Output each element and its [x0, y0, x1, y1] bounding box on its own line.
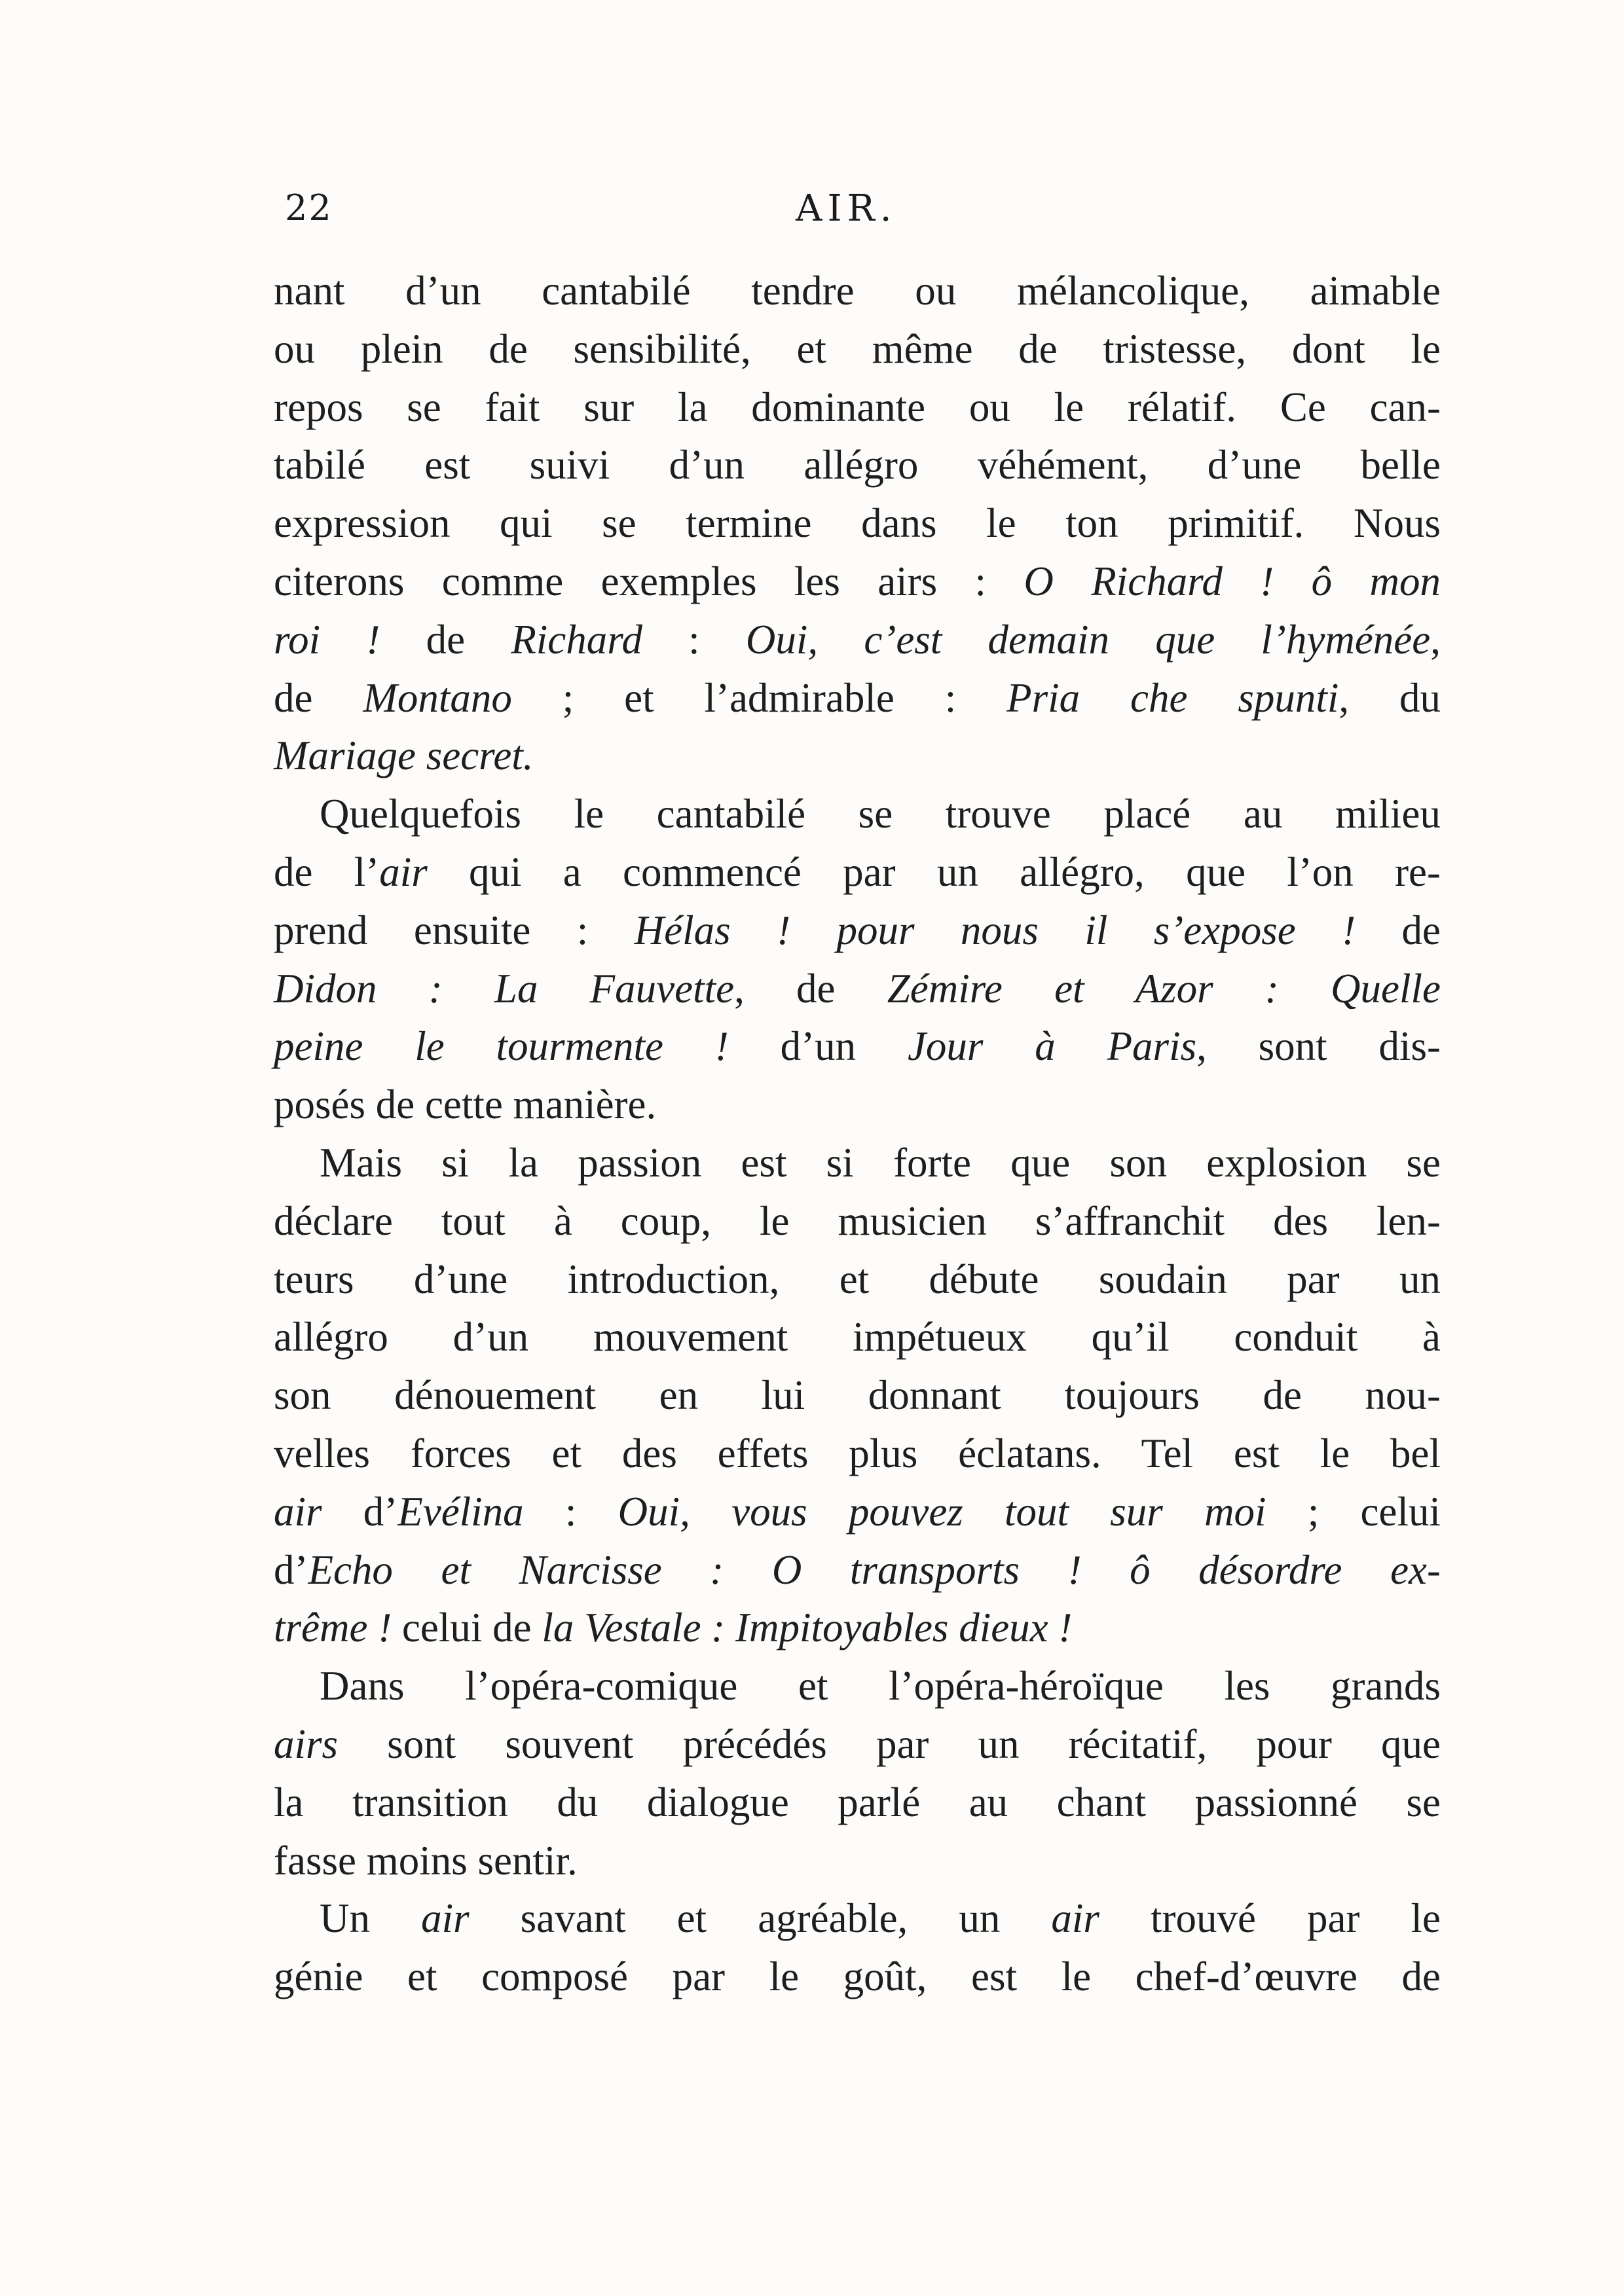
italic-text: air — [1051, 1895, 1099, 1942]
text-line — [274, 378, 1441, 437]
italic-text: air — [421, 1895, 470, 1942]
text-segment: de — [380, 616, 511, 663]
text-line — [274, 436, 1441, 494]
text-line — [274, 902, 1441, 960]
text-segment: ; celui — [1266, 1488, 1441, 1535]
text-line — [274, 611, 1441, 669]
text-segment: , du — [1338, 674, 1441, 721]
text-segment: de — [274, 674, 363, 721]
italic-text: O Richard ! ô mon — [1024, 558, 1441, 604]
text-line — [274, 1483, 1441, 1541]
italic-text: Zémire et Azor : Quelle — [887, 965, 1441, 1011]
italic-text: trême ! — [274, 1605, 392, 1651]
text-segment: , — [1430, 616, 1441, 663]
text-line — [274, 1948, 1441, 2006]
text-line — [274, 1250, 1441, 1309]
text-segment: fasse moins sentir. — [274, 1837, 578, 1884]
text-segment: Quelquefois le cantabilé se trouve placé au milieu — [320, 791, 1441, 837]
page-header — [278, 187, 1424, 240]
text-segment: d’ — [322, 1488, 398, 1535]
text-segment: sont souvent précédés par un récitatif, pour que — [338, 1721, 1441, 1767]
italic-text: Evélina — [397, 1488, 524, 1535]
text-line — [274, 1541, 1441, 1599]
text-line — [274, 320, 1441, 378]
italic-text: Richard — [511, 616, 642, 663]
italic-text: Oui, vous pouvez tout sur moi — [618, 1488, 1266, 1535]
text-segment: , sont dis- — [1196, 1023, 1441, 1070]
italic-text: Mariage secret. — [274, 733, 534, 779]
page-number: 22 — [285, 187, 333, 228]
text-line — [274, 1774, 1441, 1832]
text-segment: de — [1356, 907, 1441, 953]
italic-text: Hélas ! pour nous il s’expose ! — [634, 907, 1356, 953]
italic-text: airs — [274, 1721, 339, 1767]
italic-text: Oui, c’est demain que l’hyménée — [745, 616, 1431, 663]
text-segment: Un — [320, 1895, 422, 1942]
text-line — [274, 843, 1441, 902]
text-line — [274, 1715, 1441, 1774]
italic-text: peine le tourmente ! — [274, 1023, 729, 1070]
text-line — [274, 1076, 1441, 1134]
italic-text: la Vestale : Impitoyables dieux ! — [542, 1605, 1073, 1651]
text-segment: citerons comme exemples les airs : — [274, 558, 1024, 604]
text-line — [274, 553, 1441, 611]
text-segment: savant et agréable, un — [469, 1895, 1052, 1942]
body-text — [274, 262, 1441, 2006]
text-line — [274, 494, 1441, 553]
text-segment: nant d’un cantabilé tendre ou mélancolique, aimable — [274, 268, 1441, 314]
text-segment: génie et composé par le goût, est le chef-d’œuvre de — [274, 1954, 1441, 2000]
italic-text: air — [379, 848, 428, 895]
text-segment: , de — [734, 965, 887, 1011]
text-line — [274, 1425, 1441, 1483]
text-segment: repos se fait sur la dominante ou le rélatif. Ce can- — [274, 384, 1441, 430]
text-line — [274, 1308, 1441, 1366]
italic-text: air — [274, 1488, 322, 1535]
text-segment: celui de — [392, 1605, 542, 1651]
text-line — [274, 1134, 1441, 1192]
text-line — [274, 669, 1441, 727]
text-line — [274, 1192, 1441, 1250]
text-line — [274, 960, 1441, 1018]
italic-text: roi ! — [274, 616, 380, 663]
text-segment: : — [642, 616, 746, 663]
text-segment: Mais si la passion est si forte que son explosion se — [320, 1139, 1441, 1186]
text-segment: trouvé par le — [1099, 1895, 1441, 1942]
text-segment: d’ — [274, 1546, 308, 1593]
text-line — [274, 262, 1441, 320]
italic-text: Didon : La Fauvette — [274, 965, 735, 1011]
text-segment: d’un — [728, 1023, 908, 1070]
italic-text: Jour à Paris — [907, 1023, 1197, 1070]
text-segment: prend ensuite : — [274, 907, 635, 953]
text-segment: velles forces et des effets plus éclatans. Tel est le bel — [274, 1430, 1441, 1476]
text-segment: la transition du dialogue parlé au chant passionné se — [274, 1779, 1441, 1825]
text-segment: expression qui se termine dans le ton primitif. Nous — [274, 500, 1441, 547]
text-segment: : — [523, 1488, 618, 1535]
text-line — [274, 1889, 1441, 1948]
text-segment: de l’ — [274, 848, 380, 895]
text-segment: posés de cette manière. — [274, 1082, 657, 1128]
text-segment: ou plein de sensibilité, et même de tristesse, dont le — [274, 325, 1441, 372]
text-segment: son dénouement en lui donnant toujours de nou- — [274, 1372, 1441, 1419]
text-segment: Dans l’opéra-comique et l’opéra-héroïque les grands — [320, 1663, 1441, 1709]
italic-text: Montano — [363, 674, 512, 721]
text-segment: déclare tout à coup, le musicien s’affranchit des len- — [274, 1197, 1441, 1244]
text-segment: qui a commencé par un allégro, que l’on re- — [427, 848, 1441, 895]
text-segment: ; et l’admirable : — [511, 674, 1007, 721]
text-line — [274, 785, 1441, 843]
text-line — [274, 1657, 1441, 1715]
text-line — [274, 1599, 1441, 1657]
running-head: AIR. — [796, 187, 897, 230]
text-segment: tabilé est suivi d’un allégro véhément, d’une belle — [274, 442, 1441, 488]
italic-text: Pria che spunti — [1006, 674, 1339, 721]
text-segment: teurs d’une introduction, et débute soudain par un — [274, 1256, 1441, 1302]
text-line — [274, 1017, 1441, 1076]
text-segment: allégro d’un mouvement impétueux qu’il conduit à — [274, 1314, 1441, 1360]
italic-text: Echo et Narcisse : O transports ! ô désordre ex- — [308, 1546, 1441, 1593]
text-line — [274, 727, 1441, 785]
text-line — [274, 1832, 1441, 1890]
text-line — [274, 1366, 1441, 1425]
